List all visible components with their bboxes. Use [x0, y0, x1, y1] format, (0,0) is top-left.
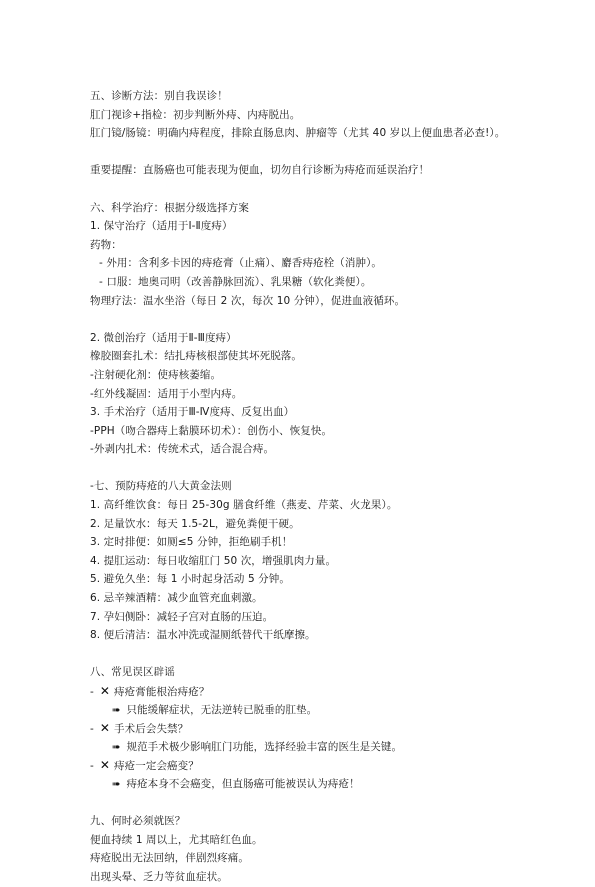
minimal-line-1: 橡胶圈套扎术：结扎痔核根部使其坏死脱落。 — [90, 350, 302, 363]
section5-line-2: 肛门镜/肠镜：明确内痔程度，排除直肠息肉、肿瘤等（尤其 40 岁以上便血患者必查!）。 — [90, 127, 506, 140]
rule-5: 5. 避免久坐：每 1 小时起身活动 5 分钟。 — [90, 573, 290, 586]
arrow-right-icon: ➠ — [112, 704, 121, 716]
spacer — [90, 310, 560, 329]
myth-item — [90, 719, 560, 738]
myth-text: 手术后会失禁？ — [114, 723, 189, 736]
myth-answer — [90, 738, 560, 757]
spacer — [90, 180, 560, 199]
myth-text: 痔疮膏能根治痔疮？ — [114, 686, 210, 698]
rule-6: 6. 忌辛辣酒精：减少血管充血刺激。 — [90, 592, 263, 605]
section5-heading: 五、诊断方法：别自我误诊！ — [90, 90, 228, 102]
section5-line-1: 肛门视诊+指检：初步判断外痔、内痔脱出。 — [90, 108, 301, 121]
surgery-title: 3. 手术治疗（适用于Ⅲ-Ⅳ度痔、反复出血） — [90, 406, 295, 419]
myth-answer — [90, 701, 560, 720]
surgery-line-2: -外剥内扎术：传统术式，适合混合痔。 — [90, 443, 275, 456]
drug-label: 药物： — [90, 238, 122, 251]
arrow-right-icon: ➠ — [112, 778, 121, 790]
rule-4: 4. 提肛运动：每日收缩肛门 50 次，增强肌肉力量。 — [90, 554, 337, 567]
section9-line-2: 痔疮脱出无法回纳，伴剧烈疼痛。 — [90, 852, 249, 865]
answer-text: 只能缓解症状，无法逆转已脱垂的肛垫。 — [126, 703, 318, 716]
section9-line-3: 出现头晕、乏力等贫血症状。 — [90, 870, 228, 883]
drug-oral: - 口服：地奥司明（改善静脉回流）、乳果糖（软化粪便）。 — [99, 275, 372, 288]
myth-item — [90, 682, 560, 701]
drug-external: - 外用：含利多卡因的痔疮膏（止痛）、麝香痔疮栓（消肿）。 — [99, 257, 383, 270]
rule-1: 1. 高纤维饮食：每日 25-30g 膳食纤维（燕麦、芹菜、火龙果）。 — [90, 499, 398, 512]
section8-heading: 八、常见误区辟谣 — [90, 666, 175, 679]
answer-text: 规范手术极少影响肛门功能，选择经验丰富的医生是关键。 — [126, 740, 403, 753]
x-icon: ✕ — [99, 684, 111, 698]
spacer — [90, 143, 560, 162]
myth-text: 痔疮一定会癌变？ — [114, 760, 199, 773]
x-icon: ✕ — [99, 721, 111, 736]
dash-bullet: - — [90, 723, 94, 736]
surgery-line-1: -PPH（吻合器痔上黏膜环切术）：创伤小、恢复快。 — [90, 424, 333, 437]
spacer — [90, 459, 560, 478]
section6-heading: 六、科学治疗：根据分级选择方案 — [90, 201, 249, 214]
section7-heading: -七、预防痔疮的八大黄金法则 — [90, 480, 232, 493]
minimal-line-2: -注射硬化剂：使痔核萎缩。 — [90, 368, 222, 381]
physio-therapy: 物理疗法：温水坐浴（每日 2 次，每次 10 分钟），促进血液循环。 — [90, 294, 406, 307]
rule-7: 7. 孕妇侧卧：减轻子宫对直肠的压迫。 — [90, 610, 274, 623]
arrow-right-icon: ➠ — [112, 741, 121, 753]
myth-answer — [90, 775, 560, 794]
answer-text: 痔疮本身不会癌变，但直肠癌可能被误认为痔疮！ — [126, 777, 360, 790]
conservative-title: 1. 保守治疗（适用于Ⅰ-Ⅱ度痔） — [90, 220, 233, 233]
section9-heading: 九、何时必须就医？ — [90, 815, 186, 828]
document-content — [90, 87, 560, 887]
minimal-title: 2. 微创治疗（适用于Ⅱ-Ⅲ度痔） — [90, 331, 237, 344]
minimal-line-3: -红外线凝固：适用于小型内痔。 — [90, 387, 243, 400]
rule-8: 8. 便后清洁：温水冲洗或湿厕纸替代干纸摩擦。 — [90, 629, 316, 642]
spacer — [90, 794, 560, 813]
section9-line-1: 便血持续 1 周以上，尤其暗红色血。 — [90, 833, 263, 846]
rule-3: 3. 定时排便：如厕≤5 分钟，拒绝刷手机！ — [90, 536, 293, 549]
spacer — [90, 645, 560, 664]
myth-item — [90, 756, 560, 775]
section5-reminder: 重要提醒：直肠癌也可能表现为便血，切勿自行诊断为痔疮而延误治疗！ — [90, 164, 430, 177]
dash-bullet: - — [90, 760, 94, 773]
x-icon: ✕ — [99, 758, 111, 773]
rule-2: 2. 足量饮水：每天 1.5-2L，避免粪便干硬。 — [90, 517, 300, 530]
dash-bullet: - — [90, 686, 94, 698]
